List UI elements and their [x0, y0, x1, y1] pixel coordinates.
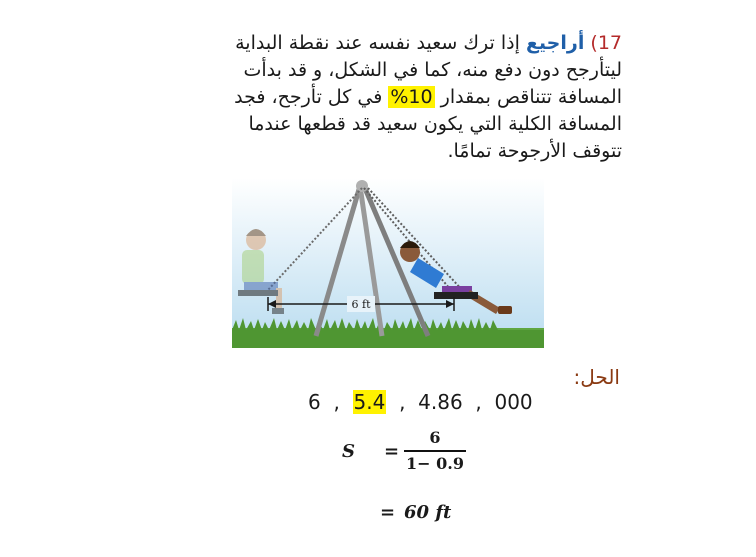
problem-line-5: تتوقف الأرجوحة تمامًا.	[447, 140, 622, 162]
problem-line-4: المسافة الكلية التي يكون سعيد قد قطعها عندما	[248, 113, 622, 135]
frame-top	[356, 180, 368, 192]
seq-sep-2: ,	[399, 390, 406, 414]
problem-line-1	[142, 30, 622, 57]
fraction-numerator: 6	[429, 428, 441, 447]
fraction-denominator: 1− 0.9	[406, 454, 464, 473]
swing-illustration	[232, 178, 544, 348]
seq-sep-1: ,	[333, 390, 340, 414]
swing-scene	[232, 178, 544, 348]
seq-term-4: 000	[494, 390, 533, 414]
fraction-bar	[404, 450, 466, 452]
problem-text	[142, 30, 622, 165]
sum-symbol: S	[342, 441, 355, 462]
seq-term-3: 4.86	[418, 390, 463, 414]
solution-label: الحل:	[573, 365, 620, 389]
problem-line-2: ليتأرجح دون دفع منه، كما في الشكل، و قد بدأت	[243, 59, 622, 81]
equals-sign-1: =	[384, 441, 400, 462]
equals-sign-2: =	[380, 502, 396, 523]
distance-label: 6 ft	[351, 298, 371, 311]
sky-background	[232, 178, 544, 348]
seq-term-1: 6	[308, 390, 321, 414]
sequence	[308, 390, 533, 414]
problem-line-3-after: في كل تأرجح، فجد	[234, 86, 383, 108]
percent-highlight: 10%	[390, 86, 433, 108]
problem-line-3	[142, 84, 622, 111]
question-number: 17)	[590, 32, 622, 54]
seq-sep-3: ,	[475, 390, 482, 414]
fraction	[404, 428, 466, 473]
problem-line-3-before: المسافة تتناقص بمقدار	[440, 86, 622, 108]
seq-term-2: 5.4	[353, 390, 386, 414]
result-value: 60 ft	[404, 502, 452, 523]
problem-line-1-text: إذا ترك سعيد نفسه عند نقطة البداية	[235, 32, 520, 54]
question-label: أراجيع	[525, 32, 585, 54]
